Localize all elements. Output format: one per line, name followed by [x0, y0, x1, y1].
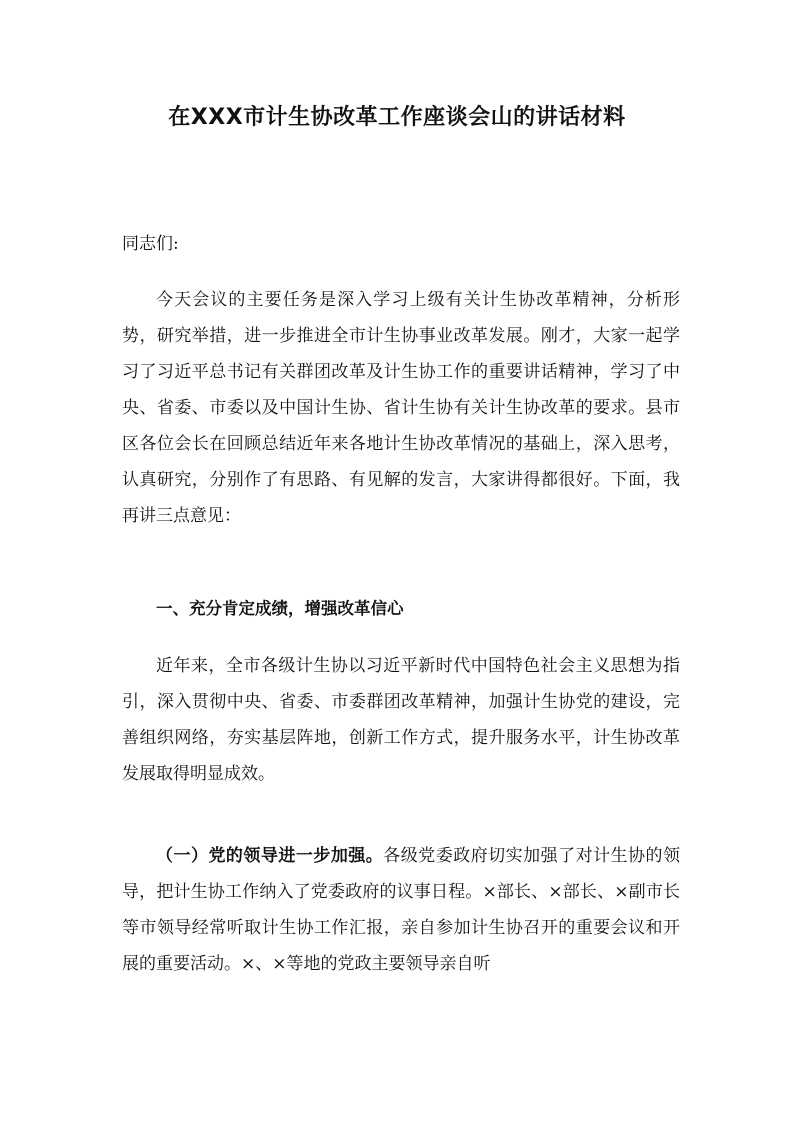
document-title: 在XXX市计生协改革工作座谈会山的讲话材料 [168, 105, 626, 130]
salutation: 同志们: [122, 234, 179, 254]
subsection-lead: （一）党的领导进一步加强。 [156, 846, 384, 866]
achievements-paragraph: 近年来，全市各级计生协以习近平新时代中国特色社会主义思想为指引，深入贯彻中央、省委、市委群团改革精神，加强计生协党的建设，完善组织网络，夯实基层阵地，创新工作方式，提升服务水平，计生协改革发展取得明显成效。 [122, 656, 680, 784]
opening-paragraph: 今天会议的主要任务是深入学习上级有关计生协改革精神，分析形势，研究举措，进一步推进全市计生协事业改革发展。刚才，大家一起学习了习近平总书记有关群团改革及计生协工作的重要讲话精神，学习了中央、省委、市委以及中国计生协、省计生协有关计生协改革的要求。县市区各位会长在回顾总结近年来各地计生协改革情况的基础上，深入思考，认真研究，分别作了有思路、有见解的发言，大家讲得都很好。下面，我再讲三点意见： [122, 290, 680, 526]
party-leadership-paragraph [122, 838, 680, 982]
subsection-body: 各级党委政府切实加强了对计生协的领导，把计生协工作纳入了党委政府的议事日程。×部长、×部长、×副市长等市领导经常听取计生协工作汇报，亲自参加计生协召开的重要会议和开展的重要活动。×、×等地的党政主要领导亲自听 [122, 846, 681, 974]
section-heading-1: 一、充分肯定成绩，增强改革信心 [156, 599, 404, 618]
